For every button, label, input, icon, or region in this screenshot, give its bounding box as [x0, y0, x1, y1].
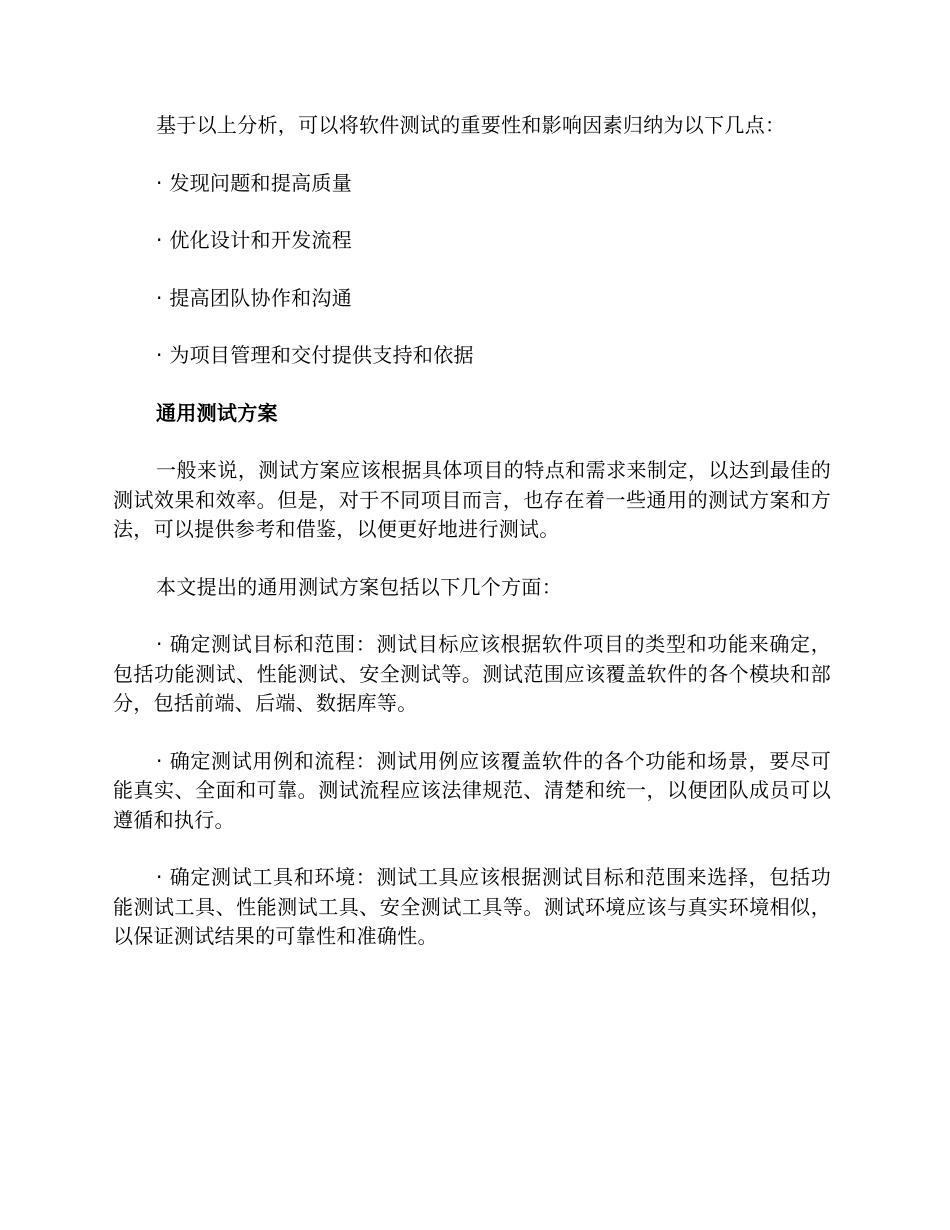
aspect-cases-process: · 确定测试用例和流程：测试用例应该覆盖软件的各个功能和场景，要尽可能真实、全面和可靠。测试流程应该法律规范、清楚和统一，以便团队成员可以遵循和执行。	[113, 748, 831, 832]
general-paragraph: 一般来说，测试方案应该根据具体项目的特点和需求来制定，以达到最佳的测试效果和效率。但是，对于不同项目而言，也存在着一些通用的测试方案和方法，可以提供参考和借鉴，以便更好地进行测试。	[113, 458, 831, 541]
intro-paragraph: 基于以上分析，可以将软件测试的重要性和影响因素归纳为以下几点：	[156, 113, 786, 137]
aspects-intro-paragraph: 本文提出的通用测试方案包括以下几个方面：	[156, 574, 562, 599]
aspect-goals-scope: · 确定测试目标和范围：测试目标应该根据软件项目的类型和功能来确定，包括功能测试、性能测试、安全测试等。测试范围应该覆盖软件的各个模块和部分，包括前端、后端、数据库等。	[113, 632, 831, 715]
section-heading: 通用测试方案	[156, 400, 278, 425]
document-page	[113, 111, 831, 980]
bullet-item-optimize-design: · 优化设计和开发流程	[156, 228, 353, 252]
bullet-item-project-support: · 为项目管理和交付提供支持和依据	[156, 343, 474, 367]
bullet-item-team-collaboration: · 提高团队协作和沟通	[156, 285, 353, 310]
aspect-tools-environment: · 确定测试工具和环境：测试工具应该根据测试目标和范围来选择，包括功能测试工具、性能测试工具、安全测试工具等。测试环境应该与真实环境相似，以保证测试结果的可靠性和准确性。	[113, 865, 831, 948]
bullet-item-find-issues: · 发现问题和提高质量	[156, 170, 353, 195]
